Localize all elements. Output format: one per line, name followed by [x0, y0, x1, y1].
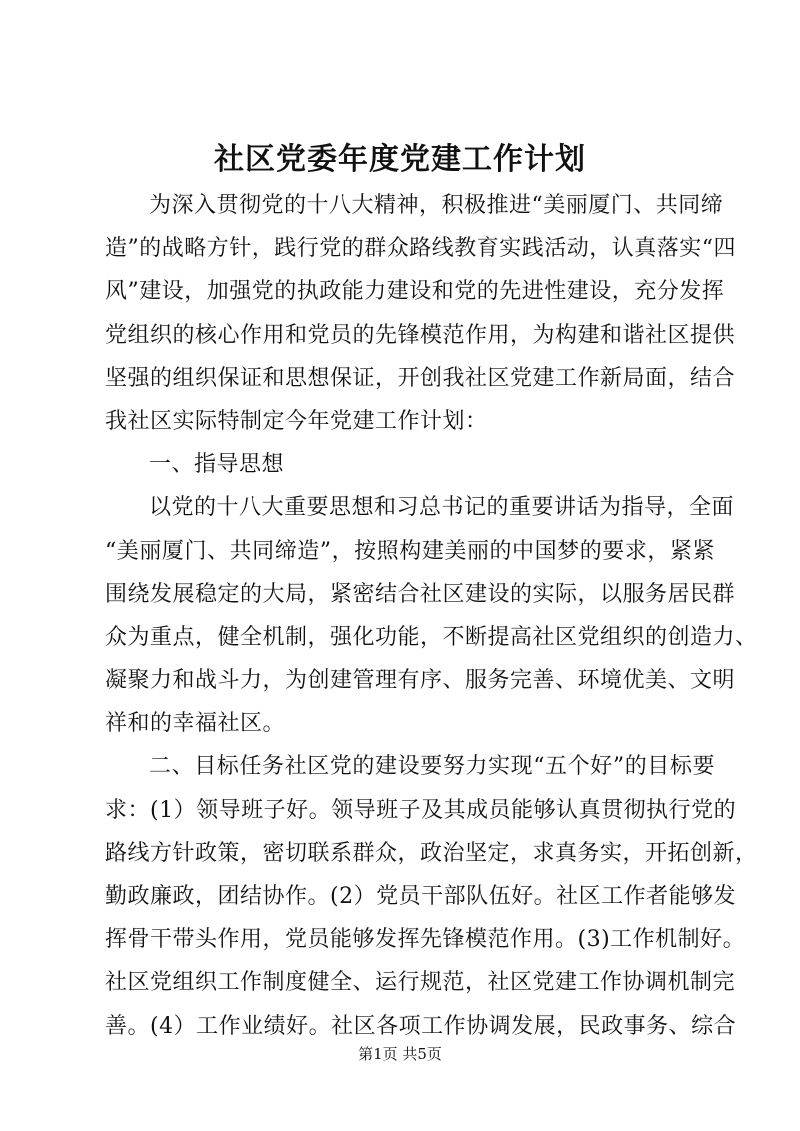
paragraph-line: 祥和的幸福社区。: [105, 711, 286, 737]
paragraph-line: 我社区实际特制定今年党建工作计划：: [105, 408, 488, 434]
paragraph-line: 挥骨干带头作用，党员能够发挥先锋模范作用。(3)工作机制好。: [105, 927, 746, 953]
page-title: 社区党委年度党建工作计划: [214, 142, 586, 177]
paragraph-line: 坚强的组织保证和思想保证，开创我社区党建工作新局面，结合: [105, 365, 736, 391]
paragraph-line: 求：(1）领导班子好。领导班子及其成员能够认真贯彻执行党的: [105, 797, 737, 823]
paragraph-line: “美丽厦门、共同缔造”，按照构建美丽的中国梦的要求，紧紧: [105, 538, 715, 564]
paragraph-line: 风”建设，加强党的执政能力建设和党的先进性建设，充分发挥: [105, 279, 725, 305]
paragraph-line: 造”的战略方针，践行党的群众路线教育实践活动，认真落实“四: [105, 236, 736, 262]
paragraph-line: 以党的十八大重要思想和习总书记的重要讲话为指导，全面: [149, 495, 735, 521]
page-footer: 第1页 共5页: [358, 1045, 442, 1063]
paragraph-line: 围绕发展稳定的大局，紧密结合社区建设的实际，以服务居民群: [105, 581, 736, 607]
paragraph-line: 社区党组织工作制度健全、运行规范，社区党建工作协调机制完: [105, 970, 736, 996]
paragraph-line: 善。(4）工作业绩好。社区各项工作协调发展，民政事务、综合: [105, 1013, 737, 1039]
paragraph-line: 勤政廉政，团结协作。(2）党员干部队伍好。社区工作者能够发: [105, 884, 737, 909]
section-heading: 一、指导思想: [149, 452, 285, 478]
paragraph-line: 众为重点，健全机制，强化功能，不断提高社区党组织的创造力、: [105, 624, 758, 650]
paragraph-line: 二、目标任务社区党的建设要努力实现“五个好”的目标要: [149, 754, 715, 780]
paragraph-line: 路线方针政策，密切联系群众，政治坚定，求真务实，开拓创新，: [105, 840, 758, 866]
paragraph-line: 为深入贯彻党的十八大精神，积极推进“美丽厦门、共同缔: [149, 193, 724, 218]
document-body: [105, 184, 758, 1048]
paragraph-line: 党组织的核心作用和党员的先锋模范作用，为构建和谐社区提供: [105, 322, 736, 348]
paragraph-line: 凝聚力和战斗力，为创建管理有序、服务完善、环境优美、文明: [105, 668, 736, 694]
